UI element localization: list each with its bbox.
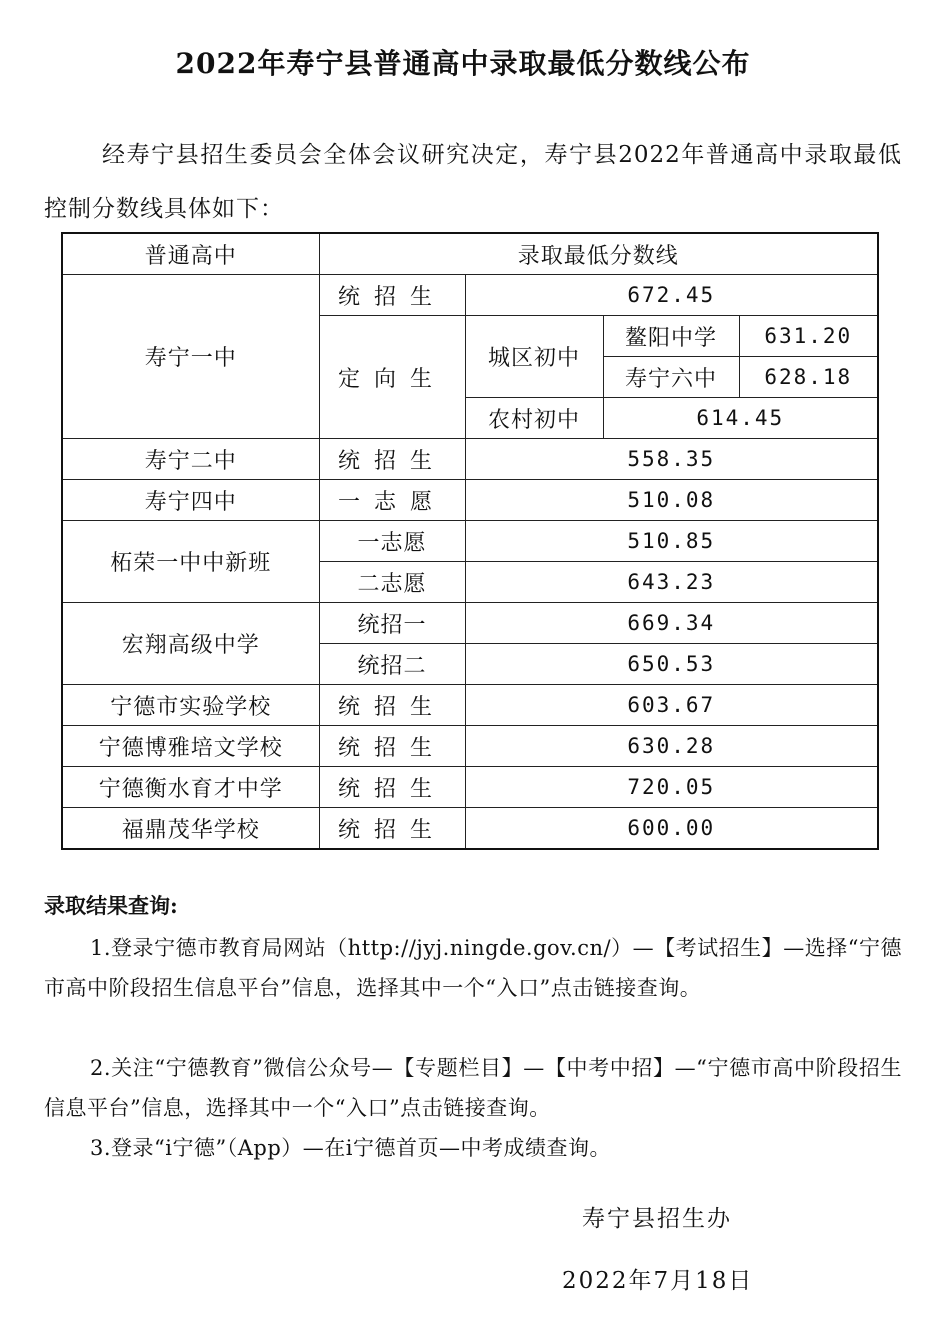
score-value: 672.45 — [465, 275, 878, 316]
school-name: 福鼎茂华学校 — [62, 808, 319, 850]
school-name: 宁德博雅培文学校 — [62, 726, 319, 767]
table-row — [62, 439, 878, 480]
score-value: 614.45 — [603, 398, 878, 439]
table-row — [62, 726, 878, 767]
admission-type: 统招生 — [319, 439, 465, 480]
score-value: 643.23 — [465, 562, 878, 603]
sub-category: 城区初中 — [465, 316, 603, 398]
signature: 寿宁县招生办 — [582, 1206, 732, 1232]
score-value: 603.67 — [465, 685, 878, 726]
sub-category: 农村初中 — [465, 398, 603, 439]
score-table — [61, 232, 879, 850]
table-row — [62, 767, 878, 808]
query-item-3: 3.登录“i宁德”（App）—在i宁德首页—中考成绩查询。 — [90, 1136, 611, 1160]
score-value: 558.35 — [465, 439, 878, 480]
query-item-1: 1.登录宁德市教育局网站（http://jyj.ningde.gov.cn/）—【考试招生】—选择“宁德市高中阶段招生信息平台”信息，选择其中一个“入口”点击链接查询。 — [44, 936, 902, 1000]
admission-type: 统招生 — [319, 685, 465, 726]
score-value: 510.08 — [465, 480, 878, 521]
school-name: 寿宁二中 — [62, 439, 319, 480]
page-title: 2022年寿宁县普通高中录取最低分数线公布 — [175, 47, 751, 80]
score-value: 650.53 — [465, 644, 878, 685]
middle-school-name: 寿宁六中 — [603, 357, 739, 398]
admission-type: 统招二 — [319, 644, 465, 685]
header-score: 录取最低分数线 — [319, 233, 878, 275]
admission-type: 一志愿 — [319, 521, 465, 562]
score-value: 600.00 — [465, 808, 878, 850]
score-value: 510.85 — [465, 521, 878, 562]
school-name: 宁德衡水育才中学 — [62, 767, 319, 808]
score-value: 631.20 — [739, 316, 878, 357]
school-name: 宏翔高级中学 — [62, 603, 319, 685]
admission-type: 二志愿 — [319, 562, 465, 603]
admission-type: 统招一 — [319, 603, 465, 644]
table-row — [62, 808, 878, 850]
table-header-row — [62, 233, 878, 275]
intro-paragraph: 经寿宁县招生委员会全体会议研究决定，寿宁县2022年普通高中录取最低控制分数线具体如下： — [44, 142, 902, 222]
table-row — [62, 521, 878, 562]
admission-type: 统招生 — [319, 275, 465, 316]
school-name: 寿宁一中 — [62, 275, 319, 439]
middle-school-name: 鳌阳中学 — [603, 316, 739, 357]
score-value: 628.18 — [739, 357, 878, 398]
table-row — [62, 275, 878, 316]
issue-date: 2022年7月18日 — [562, 1268, 754, 1294]
school-name: 寿宁四中 — [62, 480, 319, 521]
admission-type: 统招生 — [319, 767, 465, 808]
admission-type: 一志愿 — [319, 480, 465, 521]
school-name: 柘荣一中中新班 — [62, 521, 319, 603]
query-heading: 录取结果查询: — [44, 893, 178, 918]
score-value: 720.05 — [465, 767, 878, 808]
admission-type: 统招生 — [319, 726, 465, 767]
score-value: 669.34 — [465, 603, 878, 644]
table-row — [62, 685, 878, 726]
table-row — [62, 480, 878, 521]
table-row — [62, 603, 878, 644]
query-item-2: 2.关注“宁德教育”微信公众号—【专题栏目】—【中考中招】—“宁德市高中阶段招生信息平台”信息，选择其中一个“入口”点击链接查询。 — [44, 1056, 902, 1120]
score-value: 630.28 — [465, 726, 878, 767]
admission-type: 统招生 — [319, 808, 465, 850]
admission-type: 定向生 — [319, 316, 465, 439]
school-name: 宁德市实验学校 — [62, 685, 319, 726]
header-school: 普通高中 — [62, 233, 319, 275]
